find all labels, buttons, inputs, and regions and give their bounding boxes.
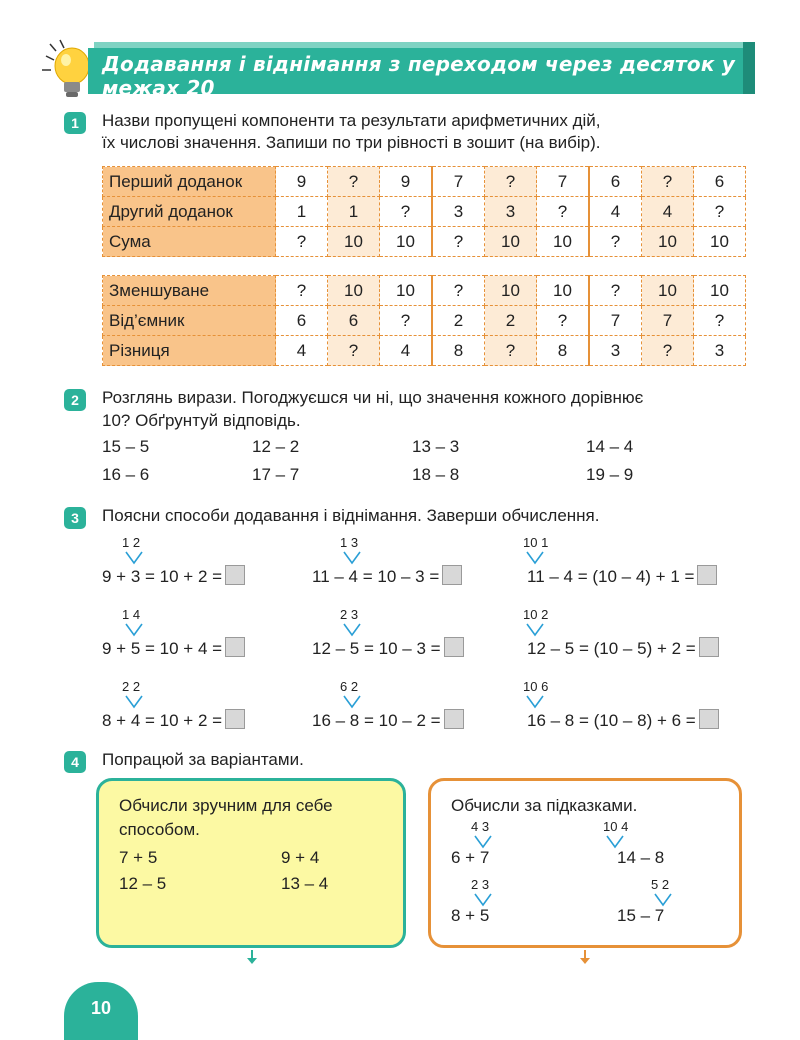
table-cell: ? (432, 276, 485, 306)
arrow-down-icon (577, 950, 593, 966)
task2-expression: 15 – 5 (102, 437, 150, 456)
task1-instruction-line2: їх числові значення. Запиши по три рівності в зошит (на вибір). (102, 133, 601, 152)
table-cell: 8 (432, 336, 485, 366)
table-cell: 10 (537, 276, 590, 306)
table-cell: 4 (642, 197, 694, 227)
table-cell: 10 (328, 276, 380, 306)
task3-expression (102, 565, 245, 587)
expression-text: 9 + 5 = 10 + 4 = (102, 639, 223, 658)
card1-expression: 12 – 5 (119, 874, 167, 893)
task-number-4: 4 (64, 751, 86, 773)
table-cell: ? (642, 336, 694, 366)
table-row (103, 167, 746, 197)
task3-expression (102, 637, 245, 659)
table-cell: 4 (589, 197, 642, 227)
task-number-1: 1 (64, 112, 86, 134)
answer-box[interactable] (697, 565, 717, 585)
table-cell: ? (276, 227, 328, 257)
task2-expression: 13 – 3 (412, 437, 460, 456)
table-cell: ? (380, 197, 433, 227)
expression-text: 9 + 3 = 10 + 2 = (102, 567, 223, 586)
table-cell: ? (537, 306, 590, 336)
table-cell: ? (589, 276, 642, 306)
table-cell: 7 (642, 306, 694, 336)
split-numbers: 10 2 (523, 607, 549, 622)
table-row (103, 306, 746, 336)
answer-box[interactable] (442, 565, 462, 585)
card1-line1: Обчисли зручним для себе (119, 796, 333, 815)
table-cell: 7 (432, 167, 485, 197)
table-cell: 3 (432, 197, 485, 227)
card1-line2: способом. (119, 820, 200, 839)
table-cell: 10 (485, 227, 537, 257)
table-cell: ? (485, 167, 537, 197)
table-cell: 9 (276, 167, 328, 197)
split-numbers: 10 6 (523, 679, 549, 694)
card1-expression: 13 – 4 (281, 874, 329, 893)
table-cell: ? (694, 306, 746, 336)
lesson-title: Додавання і віднімання з переходом через десяток у межах 20 (102, 52, 736, 100)
table-cell: 10 (537, 227, 590, 257)
table-cell: 1 (328, 197, 380, 227)
table-cell: 7 (537, 167, 590, 197)
task2-expression: 18 – 8 (412, 465, 460, 484)
answer-box[interactable] (699, 709, 719, 729)
header-banner (88, 42, 756, 100)
variant-2-card (428, 778, 742, 948)
expression-text: 12 – 5 = (10 – 5) + 2 = (527, 639, 696, 658)
expression-text: 16 – 8 = 10 – 2 = (312, 711, 441, 730)
task2-expression: 17 – 7 (252, 465, 300, 484)
expression-text: 12 – 5 = 10 – 3 = (312, 639, 441, 658)
split-numbers: 10 1 (523, 535, 549, 550)
task2-instruction-line2: 10? Обґрунтуй відповідь. (102, 411, 301, 430)
expression-text: 16 – 8 = (10 – 8) + 6 = (527, 711, 696, 730)
row-label: Від’ємник (103, 306, 276, 336)
table-cell: ? (328, 336, 380, 366)
table-cell: ? (276, 276, 328, 306)
table-cell: 8 (537, 336, 590, 366)
table-cell: ? (642, 167, 694, 197)
table-cell: 2 (485, 306, 537, 336)
task-number-2: 2 (64, 389, 86, 411)
variant-1-card (96, 778, 406, 948)
task3-instruction: Поясни способи додавання і віднімання. Заверши обчислення. (102, 506, 600, 525)
answer-box[interactable] (699, 637, 719, 657)
subtraction-table (102, 275, 746, 366)
table-cell: 6 (589, 167, 642, 197)
row-label: Сума (103, 227, 276, 257)
split-numbers: 10 4 (603, 819, 629, 834)
answer-box[interactable] (444, 637, 464, 657)
task2-expression: 16 – 6 (102, 465, 150, 484)
task2-expression: 14 – 4 (586, 437, 634, 456)
answer-box[interactable] (225, 709, 245, 729)
card2-title: Обчисли за підказками. (451, 796, 638, 815)
row-label: Другий доданок (103, 197, 276, 227)
split-numbers: 2 3 (340, 607, 359, 622)
arrow-down-icon (244, 950, 260, 966)
table-cell: ? (380, 306, 433, 336)
row-label: Перший доданок (103, 167, 276, 197)
table-cell: 3 (589, 336, 642, 366)
split-numbers: 1 2 (122, 535, 141, 550)
card1-expression: 9 + 4 (281, 848, 320, 867)
table-cell: 10 (642, 227, 694, 257)
table-cell: 1 (276, 197, 328, 227)
card2-expression: 6 + 7 (451, 848, 490, 867)
card1-expression: 7 + 5 (119, 848, 158, 867)
task3-expression (102, 709, 245, 731)
answer-box[interactable] (225, 637, 245, 657)
table-cell: 10 (485, 276, 537, 306)
table-cell: 4 (380, 336, 433, 366)
split-numbers: 1 4 (122, 607, 141, 622)
table-row (103, 336, 746, 366)
table-cell: ? (589, 227, 642, 257)
row-label: Різниця (103, 336, 276, 366)
card2-expression: 15 – 7 (617, 906, 665, 925)
table-cell: 6 (276, 306, 328, 336)
expression-text: 11 – 4 = 10 – 3 = (312, 567, 440, 586)
table-cell: 10 (642, 276, 694, 306)
table-cell: ? (537, 197, 590, 227)
task3-expression (527, 637, 719, 659)
table-row (103, 276, 746, 306)
table-cell: 7 (589, 306, 642, 336)
table-cell: 10 (380, 276, 433, 306)
task3-expression (312, 565, 462, 587)
card2-expression: 8 + 5 (451, 906, 490, 925)
split-numbers: 2 3 (471, 877, 490, 892)
task-number-3: 3 (64, 507, 86, 529)
table-cell: 10 (328, 227, 380, 257)
table-cell: ? (694, 197, 746, 227)
row-label: Зменшуване (103, 276, 276, 306)
task4-instruction: Попрацюй за варіантами. (102, 750, 304, 769)
table-row (103, 197, 746, 227)
task3-expression (312, 709, 464, 731)
table-cell: 2 (432, 306, 485, 336)
table-cell: 9 (380, 167, 433, 197)
task3-expression (527, 565, 717, 587)
table-cell: ? (485, 336, 537, 366)
table-cell: ? (432, 227, 485, 257)
split-numbers: 2 2 (122, 679, 141, 694)
split-numbers: 6 2 (340, 679, 359, 694)
table-cell: 4 (276, 336, 328, 366)
page-number: 10 (64, 982, 138, 1040)
table-cell: 3 (485, 197, 537, 227)
answer-box[interactable] (444, 709, 464, 729)
table-cell: 6 (694, 167, 746, 197)
task2-expression: 19 – 9 (586, 465, 634, 484)
split-numbers: 4 3 (471, 819, 490, 834)
table-cell: 6 (328, 306, 380, 336)
table-cell: ? (328, 167, 380, 197)
table-cell: 10 (380, 227, 433, 257)
card2-expression: 14 – 8 (617, 848, 665, 867)
table-cell: 10 (694, 227, 746, 257)
split-numbers: 5 2 (651, 877, 670, 892)
table-cell: 10 (694, 276, 746, 306)
expression-text: 8 + 4 = 10 + 2 = (102, 711, 223, 730)
task2-expression: 12 – 2 (252, 437, 300, 456)
task2-instruction-line1: Розглянь вирази. Погоджуєшся чи ні, що значення кожного дорівнює (102, 388, 644, 407)
task3-expression (312, 637, 464, 659)
table-cell: 3 (694, 336, 746, 366)
answer-box[interactable] (225, 565, 245, 585)
task1-instruction-line1: Назви пропущені компоненти та результати арифметичних дій, (102, 111, 601, 130)
addition-table (102, 166, 746, 257)
split-numbers: 1 3 (340, 535, 359, 550)
task3-expression (527, 709, 719, 731)
table-row (103, 227, 746, 257)
expression-text: 11 – 4 = (10 – 4) + 1 = (527, 567, 695, 586)
